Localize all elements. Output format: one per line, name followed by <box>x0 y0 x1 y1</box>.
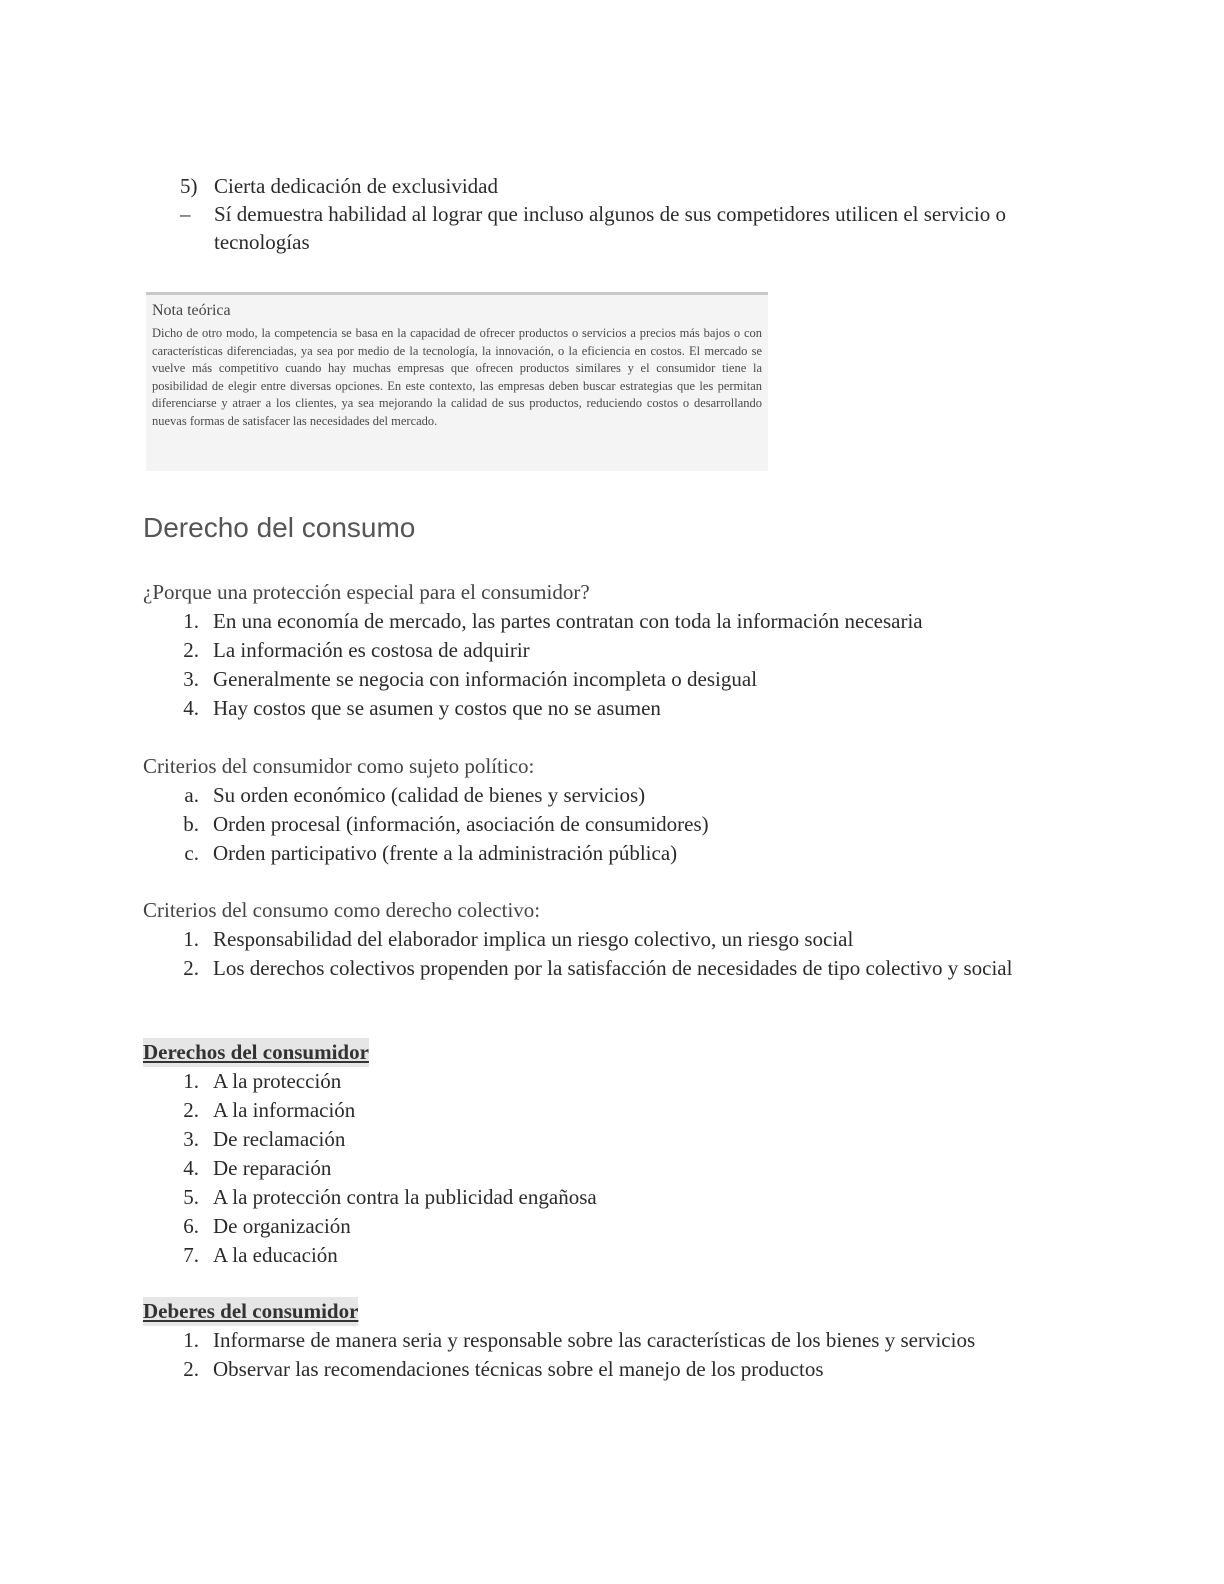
list-item <box>143 839 1063 868</box>
list-item <box>143 1096 1063 1125</box>
section-heading: Derecho del consumo <box>143 512 416 543</box>
note-box <box>146 292 768 471</box>
top-list <box>180 172 1070 256</box>
list-item <box>143 636 1063 665</box>
item-text: Hay costos que se asumen y costos que no se asumen <box>213 696 661 720</box>
item-text: A la protección contra la publicidad engañosa <box>213 1185 597 1209</box>
item-number: a. <box>184 783 199 807</box>
list-item <box>143 954 1063 983</box>
list-item <box>143 925 1063 954</box>
note-box-body: Dicho de otro modo, la competencia se basa en la capacidad de ofrecer productos o servicios a precios más bajos o con características diferenciadas, ya sea por medio de la tecnología, la innovación, o la eficiencia en costos. El mercado se vuelve más competitivo cuando hay muchas empresas que ofrecen productos similares y el consumidor tiene la posibilidad de elegir entre diversas opciones. En este contexto, las empresas deben buscar estrategias que les permitan diferenciarse y atraer a los clientes, ya sea mejorando la calidad de sus productos, reduciendo costos o desarrollando nuevas formas de satisfacer las necesidades del mercado. <box>152 326 762 428</box>
list-item <box>180 172 1070 200</box>
list-item <box>143 1125 1063 1154</box>
list-marker: 5) <box>180 174 198 198</box>
list-item <box>143 694 1063 723</box>
list-text: Cierta dedicación de exclusividad <box>214 174 498 198</box>
section-title: Deberes del consumidor <box>143 1297 358 1326</box>
item-text: La información es costosa de adquirir <box>213 638 530 662</box>
section-consumer-rights <box>143 1038 1063 1270</box>
item-number: 3. <box>183 667 199 691</box>
list-item <box>143 1326 1063 1355</box>
item-text: A la educación <box>213 1243 338 1267</box>
item-number: 7. <box>183 1243 199 1267</box>
item-text: De reparación <box>213 1156 332 1180</box>
list-item <box>143 1067 1063 1096</box>
list-text: Sí demuestra habilidad al lograr que incluso algunos de sus competidores utilicen el servicio o tecnologías <box>214 202 1006 254</box>
item-number: 4. <box>183 696 199 720</box>
section-title: Derechos del consumidor <box>143 1038 369 1067</box>
section-protection <box>143 578 1063 723</box>
list-item <box>180 200 1070 256</box>
item-text: Los derechos colectivos propenden por la satisfacción de necesidades de tipo colectivo y social <box>213 956 1013 980</box>
item-number: c. <box>184 841 199 865</box>
list-item <box>143 665 1063 694</box>
section-political-subject <box>143 752 1063 868</box>
item-number: 5. <box>183 1185 199 1209</box>
section-collective-right <box>143 896 1063 983</box>
item-text: Informarse de manera seria y responsable sobre las características de los bienes y servicios <box>213 1328 976 1352</box>
item-text: Orden procesal (información, asociación de consumidores) <box>213 812 709 836</box>
note-box-title: Nota teórica <box>152 302 231 319</box>
item-text: A la protección <box>213 1069 342 1093</box>
item-text: Orden participativo (frente a la administración pública) <box>213 841 678 865</box>
item-text: De organización <box>213 1214 351 1238</box>
list-item <box>143 781 1063 810</box>
item-number: 1. <box>183 1069 199 1093</box>
list-item <box>143 1154 1063 1183</box>
list-item <box>143 607 1063 636</box>
list-item <box>143 1212 1063 1241</box>
item-text: Responsabilidad del elaborador implica un riesgo colectivo, un riesgo social <box>213 927 854 951</box>
list-item <box>143 1241 1063 1270</box>
section-title: Criterios del consumo como derecho colectivo: <box>143 898 541 922</box>
item-number: b. <box>183 812 199 836</box>
item-number: 1. <box>183 609 199 633</box>
section-title: Criterios del consumidor como sujeto político: <box>143 754 535 778</box>
item-number: 2. <box>183 1357 199 1381</box>
item-number: 6. <box>183 1214 199 1238</box>
item-text: Observar las recomendaciones técnicas sobre el manejo de los productos <box>213 1357 824 1381</box>
item-text: De reclamación <box>213 1127 346 1151</box>
item-text: Generalmente se negocia con información incompleta o desigual <box>213 667 758 691</box>
item-number: 2. <box>183 1098 199 1122</box>
list-item <box>143 1183 1063 1212</box>
item-text: En una economía de mercado, las partes contratan con toda la información necesaria <box>213 609 923 633</box>
item-number: 1. <box>183 927 199 951</box>
list-item <box>143 810 1063 839</box>
list-marker: – <box>180 202 191 226</box>
item-text: A la información <box>213 1098 356 1122</box>
section-title: ¿Porque una protección especial para el consumidor? <box>143 580 590 604</box>
item-number: 3. <box>183 1127 199 1151</box>
item-number: 1. <box>183 1328 199 1352</box>
item-number: 4. <box>183 1156 199 1180</box>
item-number: 2. <box>183 956 199 980</box>
section-consumer-duties <box>143 1297 1063 1384</box>
item-text: Su orden económico (calidad de bienes y servicios) <box>213 783 646 807</box>
list-item <box>143 1355 1063 1384</box>
item-number: 2. <box>183 638 199 662</box>
